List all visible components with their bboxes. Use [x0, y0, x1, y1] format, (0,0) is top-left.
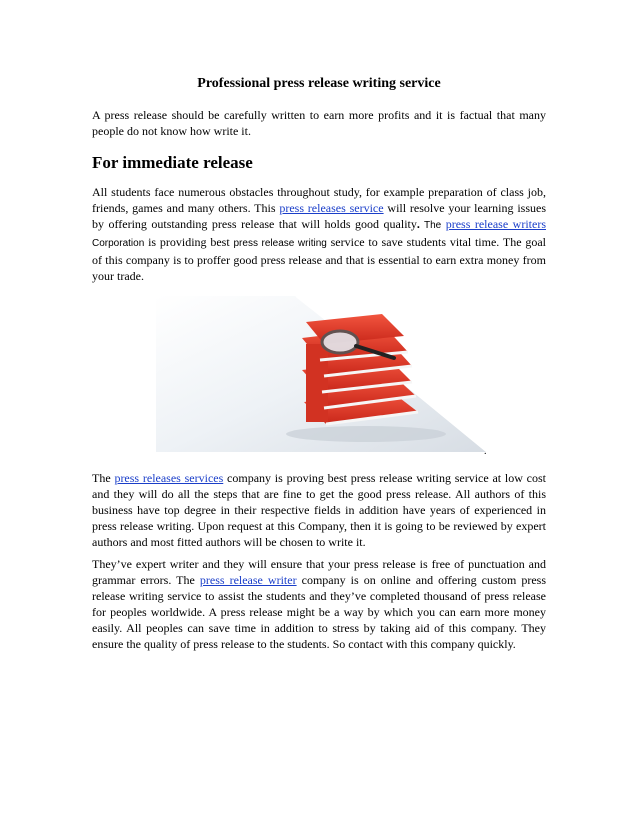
paragraph-1 [92, 184, 546, 284]
p3-text-b: company is on online and offering custom press release writing service to assist the students and they’ve completed thousand of press release for peoples worldwide. A press release might be a way by which you can earn more money easily. All peoples can save time in addition to stress by taking aid of this company. They ensure the quality of press release to the students. So contact with this company quickly. [92, 573, 546, 651]
paragraph-3 [92, 556, 546, 652]
link-press-release-writers[interactable]: press release writers [445, 217, 546, 231]
link-press-release-writer[interactable]: press release writer [199, 573, 297, 587]
p2-text-a: The [92, 471, 115, 485]
p1-the: The [419, 220, 442, 231]
p1-text-b: will resolve your learning issues by offering outstanding press release that will holds good quality [92, 201, 546, 231]
p1-text-d: service to save students vital time. The goal of this company is to proffer good press release and that is essential to earn extra money from your trade. [92, 235, 546, 283]
p1-text-c: is providing best [144, 235, 234, 249]
p2-text-b: company is proving best press release writing service at low cost and they will do all the steps that are fine to get the good press release. All authors of this business have top degree in their respective fields in addition have years of experienced in press release writing. Upon request at this Company, then it is going to be reviewed by expert authors and most fitted authors will be chosen to write it. [92, 471, 546, 549]
p3-text-a: They’ve expert writer and they will ensure that your press release is free of punctuation and grammar errors. The [92, 557, 546, 587]
paragraph-2 [92, 470, 546, 550]
p1-prw: press release writing [233, 238, 327, 249]
document-title: Professional press release writing service [197, 76, 441, 91]
p1-corporation: Corporation [92, 238, 145, 249]
image-caption: . [484, 446, 487, 457]
folders-image [156, 296, 486, 452]
intro-paragraph: A press release should be carefully written to earn more profits and it is factual that many people do not know how write it. [92, 108, 546, 138]
p1-text-a: All students face numerous obstacles throughout study, for example preparation of class job, friends, games and many others. This [92, 185, 546, 215]
p1-dot: . [416, 217, 420, 231]
link-press-releases-services[interactable]: press releases services [114, 471, 224, 485]
section-heading: For immediate release [92, 153, 253, 172]
link-press-releases-service[interactable]: press releases service [279, 201, 384, 215]
folders-illustration [156, 296, 486, 452]
